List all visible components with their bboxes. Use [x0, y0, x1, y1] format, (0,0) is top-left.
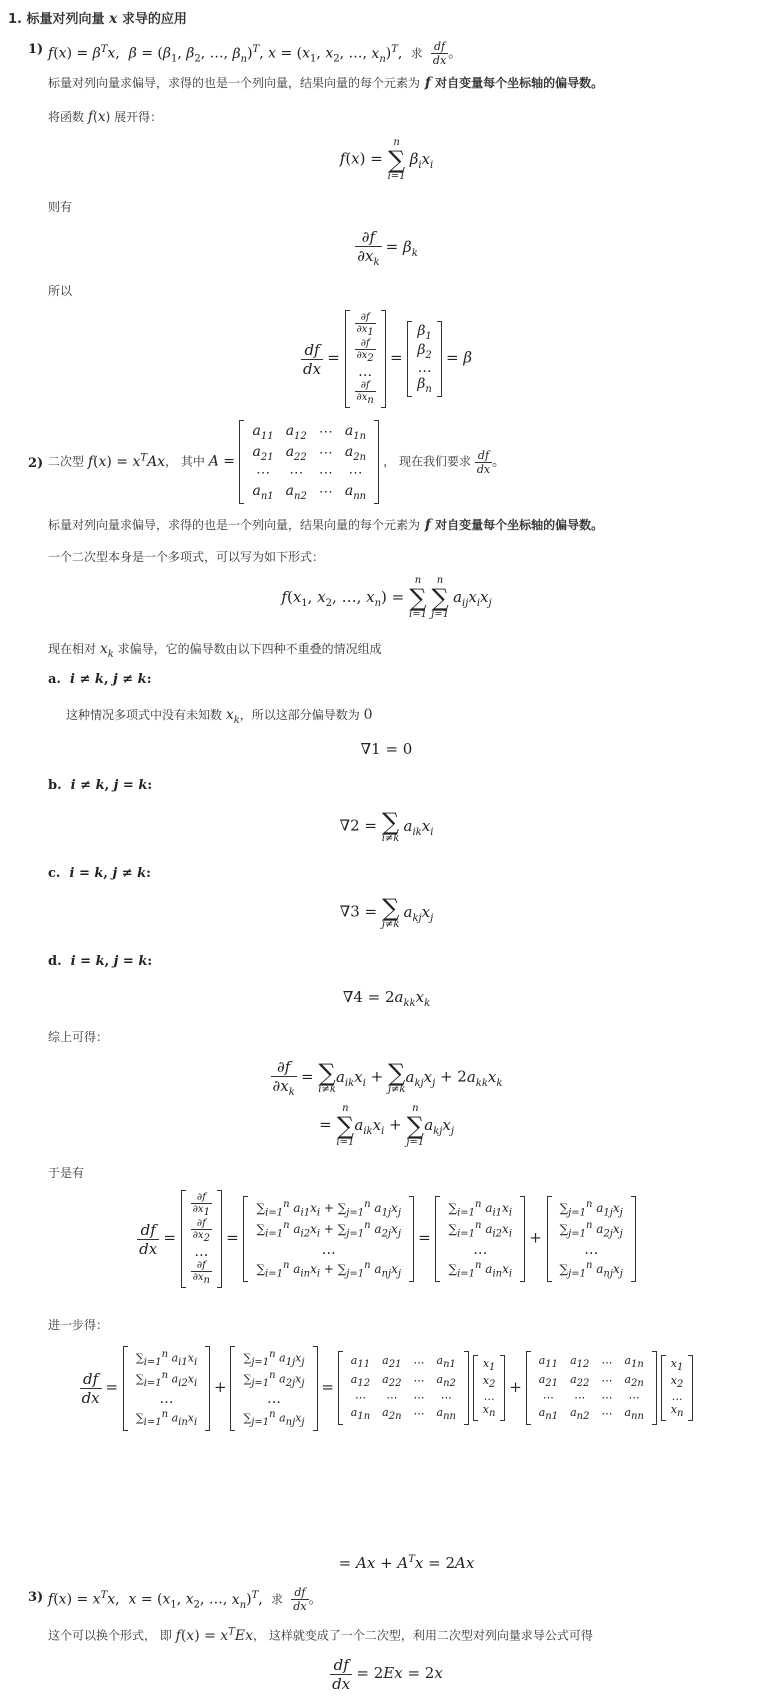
eq-summary-2: = n ∑ i=1 $a_{ik}x_i$ + n ∑ j=1 $a_{kj}x_j$ [319, 1103, 454, 1148]
case-a: a. i ≠ k, j ≠ k: [48, 672, 152, 687]
item-2-further: 进一步得： [48, 1318, 109, 1332]
item-3-note: 这个可以换个形式， 即 $f(x) = x^TEx$， 这样就变成了一个二次型，利用二次型对列向量求导公式可得 [48, 1626, 593, 1644]
item-2-thus: 于是有 [48, 1166, 85, 1180]
item-1-note: 标量对列向量求偏导，求得的也是一个列向量，结果向量的每个元素为 f 对自变量每个坐标轴的偏导数。 [48, 75, 604, 91]
eq-expand: f(x) = n ∑ i=1 $\beta_ix_i$ [339, 137, 434, 182]
item-2-summary: 综上可得： [48, 1030, 109, 1044]
item-1-statement: $f(x) = \beta^Tx$, $\beta = (\beta_1$, $\beta_2$, …, $\beta_n)^T$, $x = (x_1$, $x_2$, …, $x_n)^T$, 求 $\frac{df}{dx}$ 。 [48, 40, 463, 67]
item-1-label: 1) [28, 42, 44, 57]
section-heading: 1. 标量对列向量 x 求导的应用 [8, 11, 187, 27]
eq-nabla1: ∇1 = 0 [360, 740, 413, 758]
eq-partial: $\frac{\partial f}{\partial x_k}$ = $\beta_k$ [357, 228, 418, 268]
eq-result: $\frac{df}{dx}$ = 2Ex = 2x [332, 1656, 443, 1693]
case-b: b. i ≠ k, j = k: [48, 778, 153, 793]
item-2-poly: 一个二次型本身是一个多项式，可以写为如下形式： [48, 550, 325, 564]
eq-quadratic: $f(x_1$, $x_2$, …, $x_n$) = n ∑ i=1 n ∑ j=1 $a_{ij}x_ix_j$ [281, 575, 492, 620]
eq-further: $\frac{df}{dx}$ = $\sum_{i=1}^n$ $a_{i1}x_i$ $\sum_{i=1}^n$ $a_{i2}x_i$ … $\sum_{i=1}^n$ $a_{in}x_i$ + $\sum_{j=1}^n$ $a_{1j}x_j$ $\sum_{j=1}^n$ $a_{2j}x_j$ … $\sum_{j=1}^n$ $a_{nj}x_j$ = $a_{11}$ $a_{21}$ ⋯ $a_{n1}$ $a_{12}$ $a_{22}$ ⋯ $a_{n2}$ ⋯ ⋯ ⋯ ⋯ $a_{1n}$ $a_{2n}$ ⋯ $a_{nn}$ $x_1$ $x_2$ … $x_n$ + $a_{11}$ $a_{12}$ ⋯ $a_{1n}$ $a_{21}$ $a_{22}$ ⋯ $a_{2n}$ ⋯ ⋯ ⋯ ⋯ $a_{n1}$ $a_{n2}$ ⋯ $a_{nn}$ $x_1$ $x_2$ … $x_n$ [0, 1346, 773, 1431]
item-2-note: 标量对列向量求偏导，求得的也是一个列向量，结果向量的每个元素为 f 对自变量每个坐标轴的偏导数。 [48, 517, 604, 533]
item-3-label: 3) [28, 1590, 44, 1605]
case-a-note: 这种情况多项式中没有未知数 $x_k$，所以这部分偏导数为 0 [66, 707, 373, 726]
item-1-so: 所以 [48, 284, 73, 298]
item-2-cases-intro: 现在相对 $x_k$ 求偏导，它的偏导数由以下四种不重叠的情况组成 [48, 641, 382, 660]
item-3-statement: $f(x) = x^Tx$, $x = (x_1$, $x_2$, …, $x_n)^T$, 求 $\frac{df}{dx}$ 。 [48, 1586, 323, 1613]
eq-gradient-beta: $\frac{df}{dx}$ = $\frac{\partial f}{\partial x_1}$ $\frac{\partial f}{\partial x_2}$ … $\frac{\partial f}{\partial x_n}$ = $\beta_1$ $\beta_2$ … $\beta_n$ = β [303, 312, 472, 406]
eq-nabla2: ∇2 = ∑ i≠k $a_{ik}x_i$ [339, 808, 434, 844]
item-2-statement: 二次型 $f(x) = x^TAx$， 其中 A = $a_{11}$ $a_{12}$ ⋯ $a_{1n}$ $a_{21}$ $a_{22}$ ⋯ $a_{2n}$ ⋯ ⋯ ⋯ ⋯ $a_{n1}$ $a_{n2}$ ⋯ $a_{nn}$ ， 现在我们要求 $\frac{df}{dx}$ 。 [48, 420, 505, 504]
eq-further-final: = $Ax + A^Tx = 2Ax$ [338, 1554, 475, 1572]
case-d: d. i = k, j = k: [48, 954, 153, 969]
eq-nabla3: ∇3 = ∑ j≠k $a_{kj}x_j$ [339, 894, 434, 930]
item-1-then: 则有 [48, 200, 73, 214]
item-1-expand: 将函数 f(x) 展开得： [48, 109, 163, 125]
item-2-label: 2) [28, 456, 44, 471]
eq-summary-1: $\frac{\partial f}{\partial x_k}$ = ∑ i≠k $a_{ik}x_i$ + ∑ j≠k $a_{kj}x_j + 2a_{kk}x_k$ [272, 1058, 503, 1098]
eq-thus: $\frac{df}{dx}$ = $\frac{\partial f}{\partial x_1}$ $\frac{\partial f}{\partial x_2}$ … $\frac{\partial f}{\partial x_n}$ = $\sum_{i=1}^n$ $a_{i1}x_i + \sum_{j=1}^n$ $a_{1j}x_j$ $\sum_{i=1}^n$ $a_{i2}x_i + \sum_{j=1}^n$ $a_{2j}x_j$ … $\sum_{i=1}^n$ $a_{in}x_i + \sum_{j=1}^n$ $a_{nj}x_j$ = $\sum_{i=1}^n$ $a_{i1}x_i$ $\sum_{i=1}^n$ $a_{i2}x_i$ … $\sum_{i=1}^n$ $a_{in}x_i$ + $\sum_{j=1}^n$ $a_{1j}x_j$ $\sum_{j=1}^n$ $a_{2j}x_j$ … $\sum_{j=1}^n$ $a_{nj}x_j$ [0, 1190, 773, 1288]
eq-nabla4: $\nabla 4 = 2a_{kk}x_k$ [342, 988, 431, 1009]
case-c: c. i = k, j ≠ k: [48, 866, 151, 881]
